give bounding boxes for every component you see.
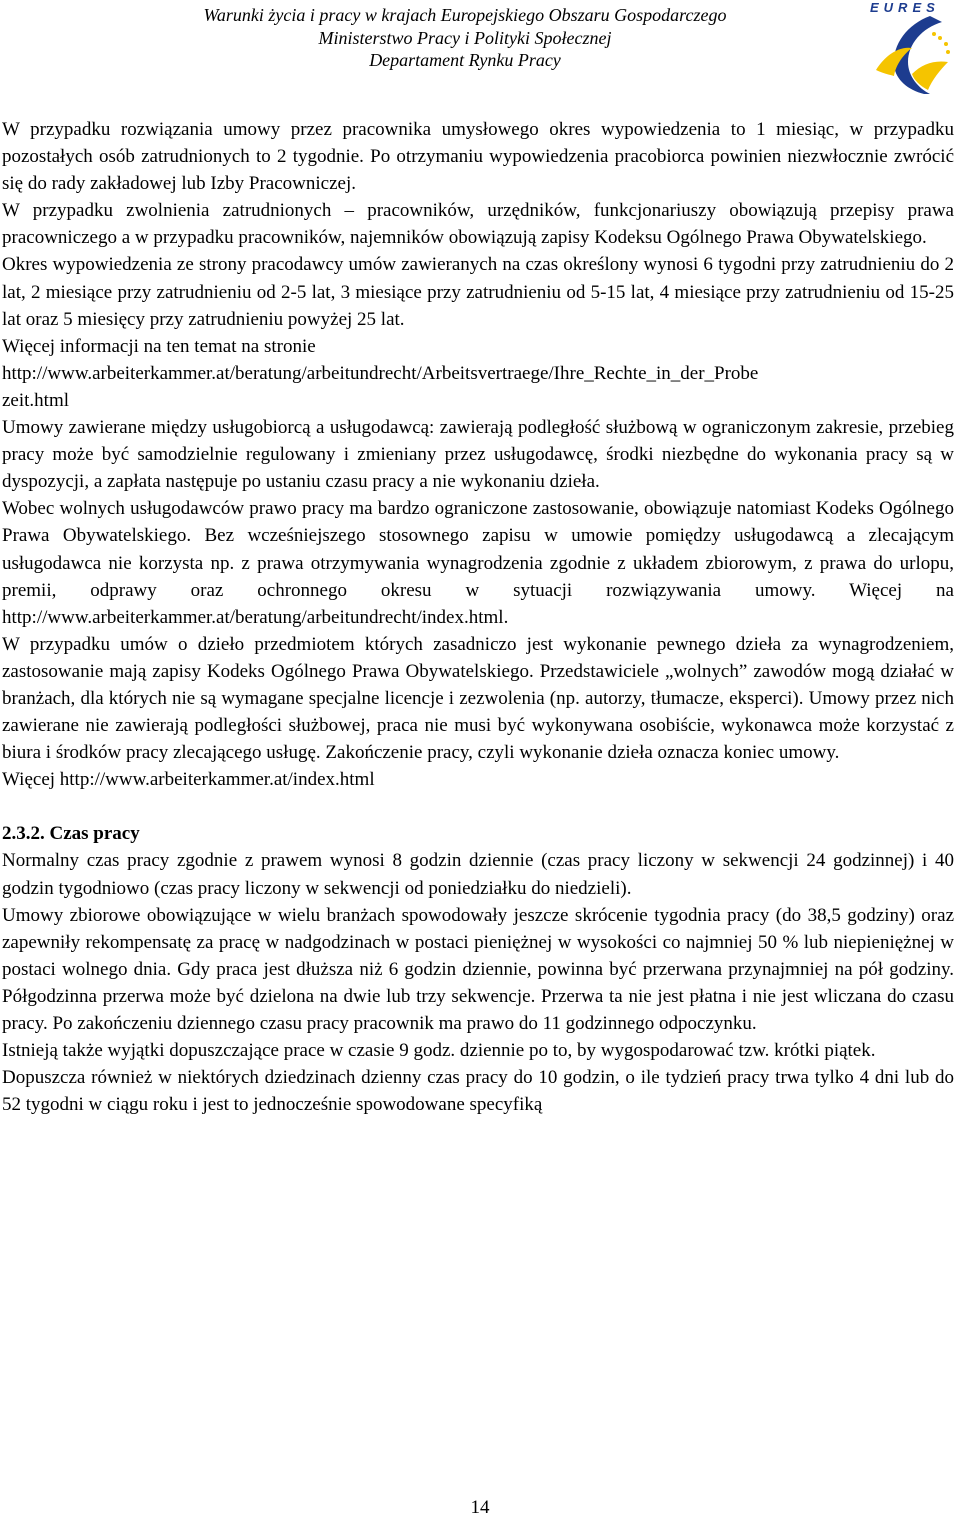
paragraph-notice-period-employer: Okres wypowiedzenia ze strony pracodawcy umów zawieranych na czas określony wynosi 6 tygodni przy zatrudnieniu do 2 lat, 2 miesiące przy zatrudnieniu od 2-5 lat, 3 miesiące przy zatrudnieniu od 5-15 lat, 4 miesiące przy zatrudnieniu od 15-25 lat oraz 5 miesięcy przy zatrudnieniu powyżej 25 lat. bbox=[2, 254, 954, 330]
paragraph-work-contracts: W przypadku umów o dzieło przedmiotem których zasadniczo jest wykonanie pewnego dzieła za wynagrodzeniem, zastosowanie mają zapisy Kodeks Ogólnego Prawa Obywatelskiego. Przedstawiciele „wolnych” zawodów mogą działać w branżach, dla których nie są wymagane specjalne licencje i zezwolenia (np. autorzy, tłumacze, eksperci). Umowy przez nich zawierane nie zawierają podległości służbowej, praca nie musi być wykonywana osobiście, wykonawca może korzystać z biura i środków pracy zlecającego usługę. Zakończenie pracy, czyli wykonanie dzieła oznacza koniec umowy. bbox=[2, 633, 954, 764]
section-heading-working-time: 2.3.2. Czas pracy bbox=[2, 823, 140, 845]
paragraph-notice-period-employee: W przypadku rozwiązania umowy przez pracownika umysłowego okres wypowiedzenia to 1 miesiąc, w przypadku pozostałych osób zatrudnionych to 2 tygodnie. Po otrzymaniu wypowiedzenia pracobiorca powinien niezwłocznie zwrócić się do rady zakładowej lub Izby Pracowniczej. bbox=[2, 119, 954, 195]
link-probezeit-line-2: zeit.html bbox=[2, 389, 70, 411]
eures-logo-icon bbox=[868, 14, 958, 96]
document-body bbox=[2, 116, 954, 1118]
page-number: 14 bbox=[470, 1497, 490, 1518]
paragraph-dismissal-rules: W przypadku zwolnienia zatrudnionych – pracowników, urzędników, funkcjonariuszy obowiązują przepisy prawa pracowniczego a w przypadku pracowników, najemników obowiązują zapisy Kodeksu Ogólnego Prawa Obywatelskiego. bbox=[2, 200, 954, 249]
link-probezeit-line-1: http://www.arbeiterkammer.at/beratung/arbeitundrecht/Arbeitsvertraege/Ihre_Rechte_in_der_Probe bbox=[2, 362, 759, 384]
paragraph-free-service-providers bbox=[2, 495, 954, 630]
link-arbeitundrecht: http://www.arbeiterkammer.at/beratung/arbeitundrecht/index.html. bbox=[2, 606, 509, 628]
paragraph-collective-agreements: Umowy zbiorowe obowiązujące w wielu branżach spowodowały jeszcze skrócenie tygodnia pracy (do 38,5 godziny) oraz zapewniły rekompensatę za pracę w nadgodzinach w postaci pieniężnej w wysokości co najmniej 50 % lub niepieniężnej w postaci wolnego dnia. Gdy praca jest dłuższa niż 6 godzin dziennie, powinna być przerwana przynajmniej na pół godziny. Półgodzinna przerwa może być dzielona na dwie lub trzy sekwencje. Przerwa ta nie jest płatna i nie jest wliczana do czasu pracy. Po zakończeniu dziennego czasu pracy pracownik ma prawo do 11 godzinnego odpoczynku. bbox=[2, 904, 954, 1034]
header-line-3: Departament Rynku Pracy bbox=[369, 50, 561, 70]
eures-logo-text: EURES bbox=[870, 0, 940, 15]
header-line-2: Ministerstwo Pracy i Polityki Społecznej bbox=[318, 27, 612, 48]
header-title-block bbox=[150, 4, 780, 72]
paragraph-more-info: Więcej informacji na ten temat na stronie bbox=[2, 335, 316, 357]
free-service-providers-text: Wobec wolnych usługodawców prawo pracy ma bardzo ograniczone zastosowanie, obowiązuje natomiast Kodeks Ogólnego Prawa Obywatelskiego. Bez wcześniejszego stosownego zapisu w umowie pomiędzy usługodawcą a zlecającym usługodawca nie korzysta np. z prawa otrzymywania wynagrodzenia zgodnie z układem zbiorowym, z prawa do urlopu, premii, odprawy oraz ochronnego okresu w sytuacji rozwiązywania umowy. Więcej na bbox=[2, 498, 954, 601]
page-header bbox=[0, 0, 960, 96]
paragraph-exceptions-9-hours: Istnieją także wyjątki dopuszczające prace w czasie 9 godz. dziennie po to, by wygospodarować tzw. krótki piątek. bbox=[2, 1040, 876, 1062]
link-arbeiterkammer-index: Więcej http://www.arbeiterkammer.at/index.html bbox=[2, 769, 375, 791]
paragraph-normal-working-time: Normalny czas pracy zgodnie z prawem wynosi 8 godzin dziennie (czas pracy liczony w sekwencji 24 godzinnej) i 40 godzin tygodniowo (czas pracy liczony w sekwencji od poniedziałku do niedzieli). bbox=[2, 850, 954, 899]
header-line-1: Warunki życia i pracy w krajach Europejskiego Obszaru Gospodarczego bbox=[203, 5, 727, 25]
paragraph-service-contracts: Umowy zawierane między usługobiorcą a usługodawcą: zawierają podległość służbową w ograniczonym zakresie, przebieg pracy może być samodzielnie regulowany i zmieniany przez usługodawcę, środki niezbędne do wykonania pracy są w dyspozycji, a zapłata następuje po ustaniu czasu pracy a nie wykonaniu dzieła. bbox=[2, 417, 954, 493]
eures-logo bbox=[868, 0, 958, 96]
paragraph-10-hour-day: Dopuszcza również w niektórych dziedzinach dzienny czas pracy do 10 godzin, o ile tydzień pracy trwa tylko 4 dni lub do 52 tygodni w ciągu roku i jest to jednocześnie spowodowane specyfiką bbox=[2, 1067, 954, 1116]
